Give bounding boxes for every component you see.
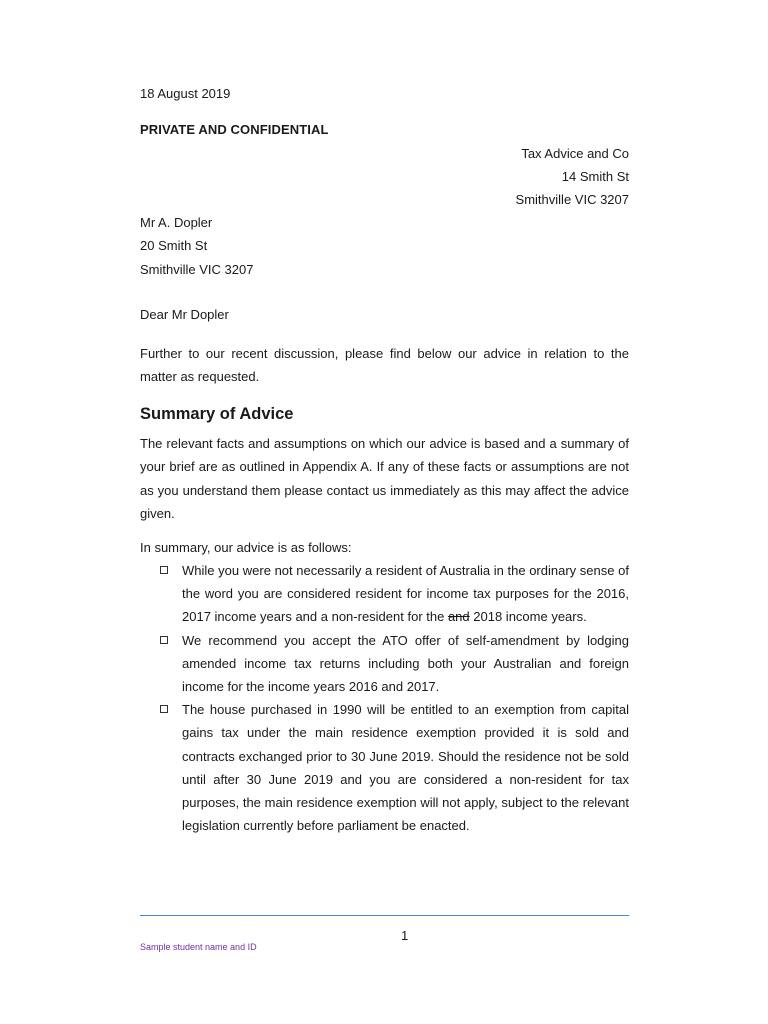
recipient-name: Mr A. Dopler: [140, 215, 213, 230]
advice-text: We recommend you accept the ATO offer of self-amendment by lodging amended income tax returns including both your Australian and foreign income for the income years 2016 and 2017.: [182, 632, 629, 695]
sender-street: 14 Smith St: [561, 169, 629, 184]
advice-text: The house purchased in 1990 will be entitled to an exemption from capital gains tax under the main residence exemption provided it is sold and contracts exchanged prior to 30 June 2019. Should the residence not be sold until after 30 June 2019 and you are considered a non-resident for tax purposes, the main residence exemption will not apply, subject to the relevant legislation currently before parliament be enacted.: [182, 702, 629, 834]
intro-paragraph: Further to our recent discussion, please find below our advice in relation to the matter as requested.: [140, 346, 629, 385]
advice-item: [160, 629, 629, 699]
advice-text-before: While you were not necessarily a resident of Australia in the ordinary sense of the word you are considered resident for income tax purposes for the 2016, 2017 income years and a non-resident for the: [182, 563, 629, 625]
confidential-marking: PRIVATE AND CONFIDENTIAL: [140, 122, 329, 137]
advice-text-after: 2018 income years.: [469, 609, 587, 625]
letter-date: 18 August 2019: [140, 86, 231, 101]
footer-divider: [140, 915, 629, 916]
facts-paragraph: The relevant facts and assumptions on which our advice is based and a summary of your brief are as outlined in Appendix A. If any of these facts or assumptions are not as you understand them please contact us immediately as this may affect the advice given.: [140, 436, 629, 521]
advice-item: [160, 559, 629, 629]
checkbox-bullet-icon: [160, 566, 168, 574]
checkbox-bullet-icon: [160, 705, 168, 713]
checkbox-bullet-icon: [160, 636, 168, 644]
advice-item: [160, 698, 629, 837]
section-heading: Summary of Advice: [140, 405, 294, 423]
sender-city: Smithville VIC 3207: [515, 192, 629, 207]
recipient-city: Smithville VIC 3207: [140, 262, 254, 277]
footer-note: Sample student name and ID: [140, 942, 257, 952]
summary-lead: In summary, our advice is as follows:: [140, 540, 352, 555]
salutation: Dear Mr Dopler: [140, 307, 229, 322]
advice-list: [160, 559, 629, 837]
sender-name: Tax Advice and Co: [521, 146, 629, 161]
page-number: 1: [401, 928, 409, 943]
struck-word: and: [447, 609, 470, 625]
recipient-street: 20 Smith St: [140, 238, 208, 253]
